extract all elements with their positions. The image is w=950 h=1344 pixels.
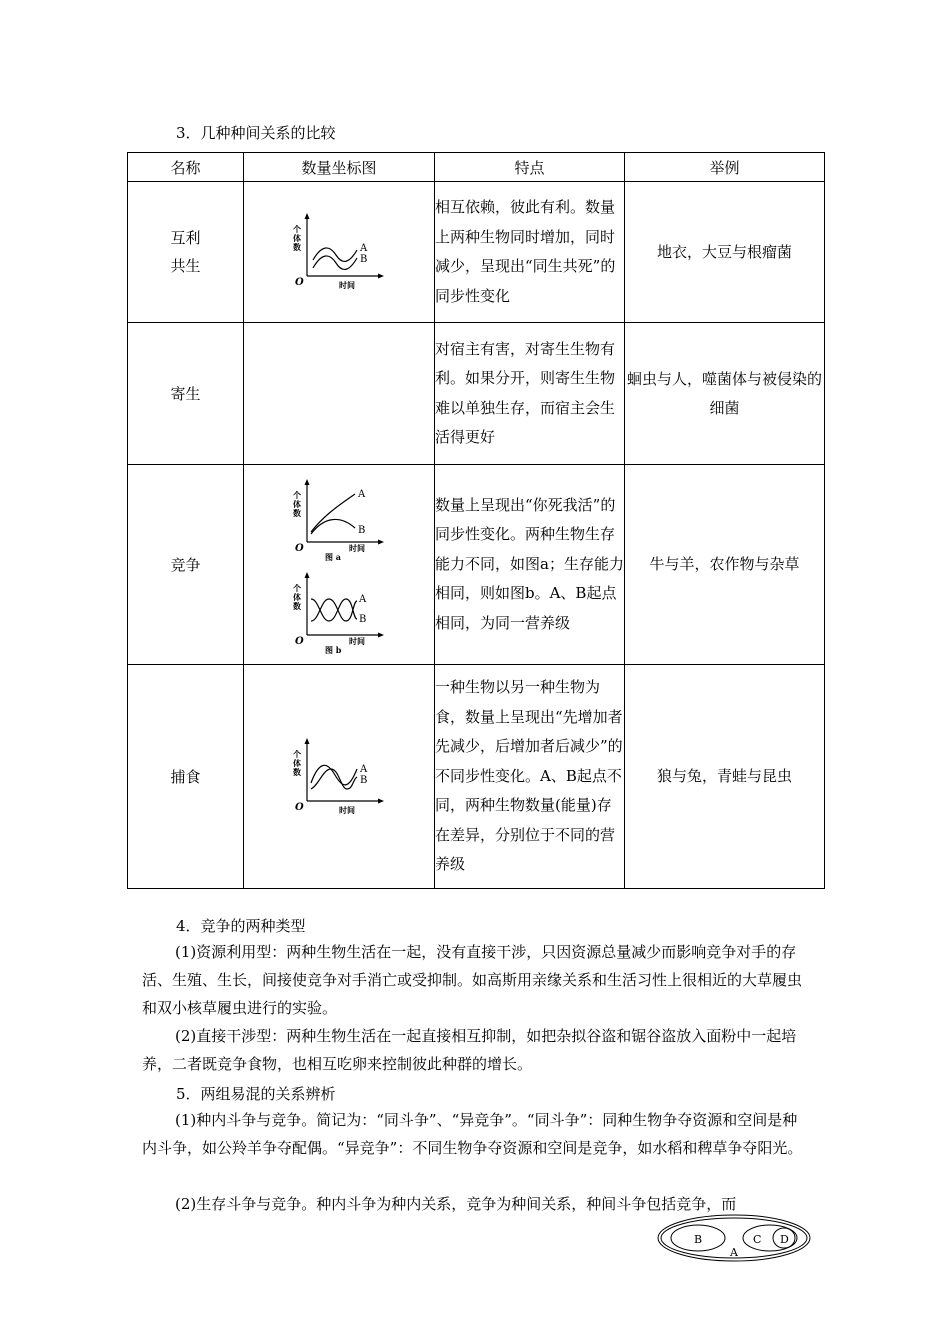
y-label-1: 个 bbox=[293, 748, 301, 759]
y-label-3: 数 bbox=[293, 507, 301, 518]
table-row bbox=[128, 465, 825, 665]
figure-b-caption: 图 b bbox=[325, 644, 342, 654]
row-feature: 对宿主有害，对寄生生物有利。如果分开，则寄生生物难以单独生存，而宿主会生活得更好 bbox=[435, 323, 625, 465]
row-example: 蛔虫与人，噬菌体与被侵染的细菌 bbox=[625, 323, 825, 465]
header-name: 名称 bbox=[128, 153, 244, 182]
row-feature: 一种生物以另一种生物为食，数量上呈现出“先增加者先减少，后增加者后减少”的不同步性变化。A、B起点不同，两种生物数量(能量)存在差异，分别位于不同的营养级 bbox=[435, 665, 625, 889]
header-graph: 数量坐标图 bbox=[244, 153, 435, 182]
header-example: 举例 bbox=[625, 153, 825, 182]
table-row bbox=[128, 665, 825, 889]
predation-graph bbox=[289, 735, 389, 815]
venn-label-c: C bbox=[753, 1233, 762, 1246]
y-label-2: 体 bbox=[293, 591, 301, 602]
section-5-paragraph-2: (2)生存斗争与竞争。种内斗争为种内关系，竞争为种间关系，种间斗争包括竞争，而 bbox=[175, 1195, 737, 1213]
row-name-line1: 互利 bbox=[170, 229, 201, 247]
row-example: 地衣，大豆与根瘤菌 bbox=[625, 182, 825, 323]
x-label: 时间 bbox=[339, 280, 355, 290]
table-header-row bbox=[128, 153, 825, 182]
row-feature: 相互依赖，彼此有利。数量上两种生物同时增加，同时减少，呈现出“同生共死”的同步性变化 bbox=[435, 182, 625, 323]
row-example: 狼与兔，青蛙与昆虫 bbox=[625, 665, 825, 889]
x-label: 时间 bbox=[349, 542, 365, 553]
competition-graph-cell bbox=[244, 465, 435, 665]
competition-graph-a bbox=[289, 476, 389, 561]
origin-label: O bbox=[295, 542, 304, 554]
row-example: 牛与羊，农作物与杂草 bbox=[625, 465, 825, 665]
venn-label-d: D bbox=[780, 1233, 789, 1246]
section-5-title: 5．两组易混的关系辨析 bbox=[176, 1085, 336, 1103]
venn-diagram bbox=[654, 1212, 814, 1264]
origin-label: O bbox=[295, 277, 304, 288]
row-name: 竞争 bbox=[128, 465, 244, 665]
y-label-1: 个 bbox=[293, 582, 301, 593]
row-name-line2: 共生 bbox=[170, 257, 201, 275]
curve-label-b: B bbox=[360, 254, 368, 265]
table-row bbox=[128, 323, 825, 465]
section-4-paragraph-1: (1)资源利用型：两种生物生活在一起，没有直接干涉，只因资源总量减少而影响竞争对手的存活、生殖、生长，间接使竞争对手消亡或受抑制。如高斯用亲缘关系和生活习性上很相近的大草履虫和双小核草履虫进行的实验。 bbox=[142, 943, 803, 1017]
row-name bbox=[128, 182, 244, 323]
table-row bbox=[128, 182, 825, 323]
y-label-1: 个 bbox=[293, 224, 301, 234]
section-5-paragraph-1: (1)种内斗争与竞争。简记为：“同斗争”、“异竞争”。“同斗争”：同种生物争夺资源和空间是种内斗争，如公羚羊争夺配偶。“异竞争”：不同生物争夺资源和空间是竞争，如水稻和稗草争夺阳光。 bbox=[142, 1111, 803, 1157]
y-label-1: 个 bbox=[293, 489, 301, 500]
x-label: 时间 bbox=[339, 804, 355, 815]
y-label-2: 体 bbox=[293, 757, 301, 768]
row-name: 寄生 bbox=[128, 323, 244, 465]
mutualism-graph bbox=[289, 210, 389, 290]
y-label-3: 数 bbox=[293, 600, 301, 611]
curve-label-a: A bbox=[360, 243, 368, 254]
y-label-2: 体 bbox=[293, 233, 301, 243]
curve-label-a: A bbox=[358, 488, 366, 500]
section-4-paragraph-2: (2)直接干涉型：两种生物生活在一起直接相互抑制，如把杂拟谷盗和锯谷盗放入面粉中一起培养，二者既竞争食物，也相互吃卵来控制彼此种群的增长。 bbox=[142, 1027, 797, 1073]
predation-graph-cell bbox=[244, 665, 435, 889]
origin-label: O bbox=[295, 635, 304, 647]
section-3-title: 3．几种种间关系的比较 bbox=[176, 124, 336, 142]
origin-label: O bbox=[295, 801, 304, 813]
curve-label-a: A bbox=[359, 593, 367, 605]
competition-graph-b bbox=[289, 569, 389, 654]
curve-label-a: A bbox=[360, 763, 368, 775]
parasitism-graph-cell bbox=[244, 323, 435, 465]
row-name: 捕食 bbox=[128, 665, 244, 889]
mutualism-graph-cell bbox=[244, 182, 435, 323]
curve-label-b: B bbox=[360, 774, 368, 786]
y-label-3: 数 bbox=[293, 766, 301, 777]
venn-label-b: B bbox=[694, 1233, 703, 1246]
y-label-2: 体 bbox=[293, 498, 301, 509]
y-label-3: 数 bbox=[293, 242, 301, 252]
x-label: 时间 bbox=[349, 635, 365, 646]
venn-label-a: A bbox=[730, 1246, 738, 1259]
row-feature: 数量上呈现出“你死我活”的同步性变化。两种生物生存能力不同，如图a；生存能力相同，则如图b。A、B起点相同，为同一营养级 bbox=[435, 465, 625, 665]
curve-label-b: B bbox=[359, 613, 367, 625]
figure-a-caption: 图 a bbox=[325, 551, 341, 561]
relations-table bbox=[127, 152, 825, 889]
header-feature: 特点 bbox=[435, 153, 625, 182]
curve-label-b: B bbox=[358, 524, 366, 536]
section-4-title: 4．竞争的两种类型 bbox=[176, 917, 306, 935]
